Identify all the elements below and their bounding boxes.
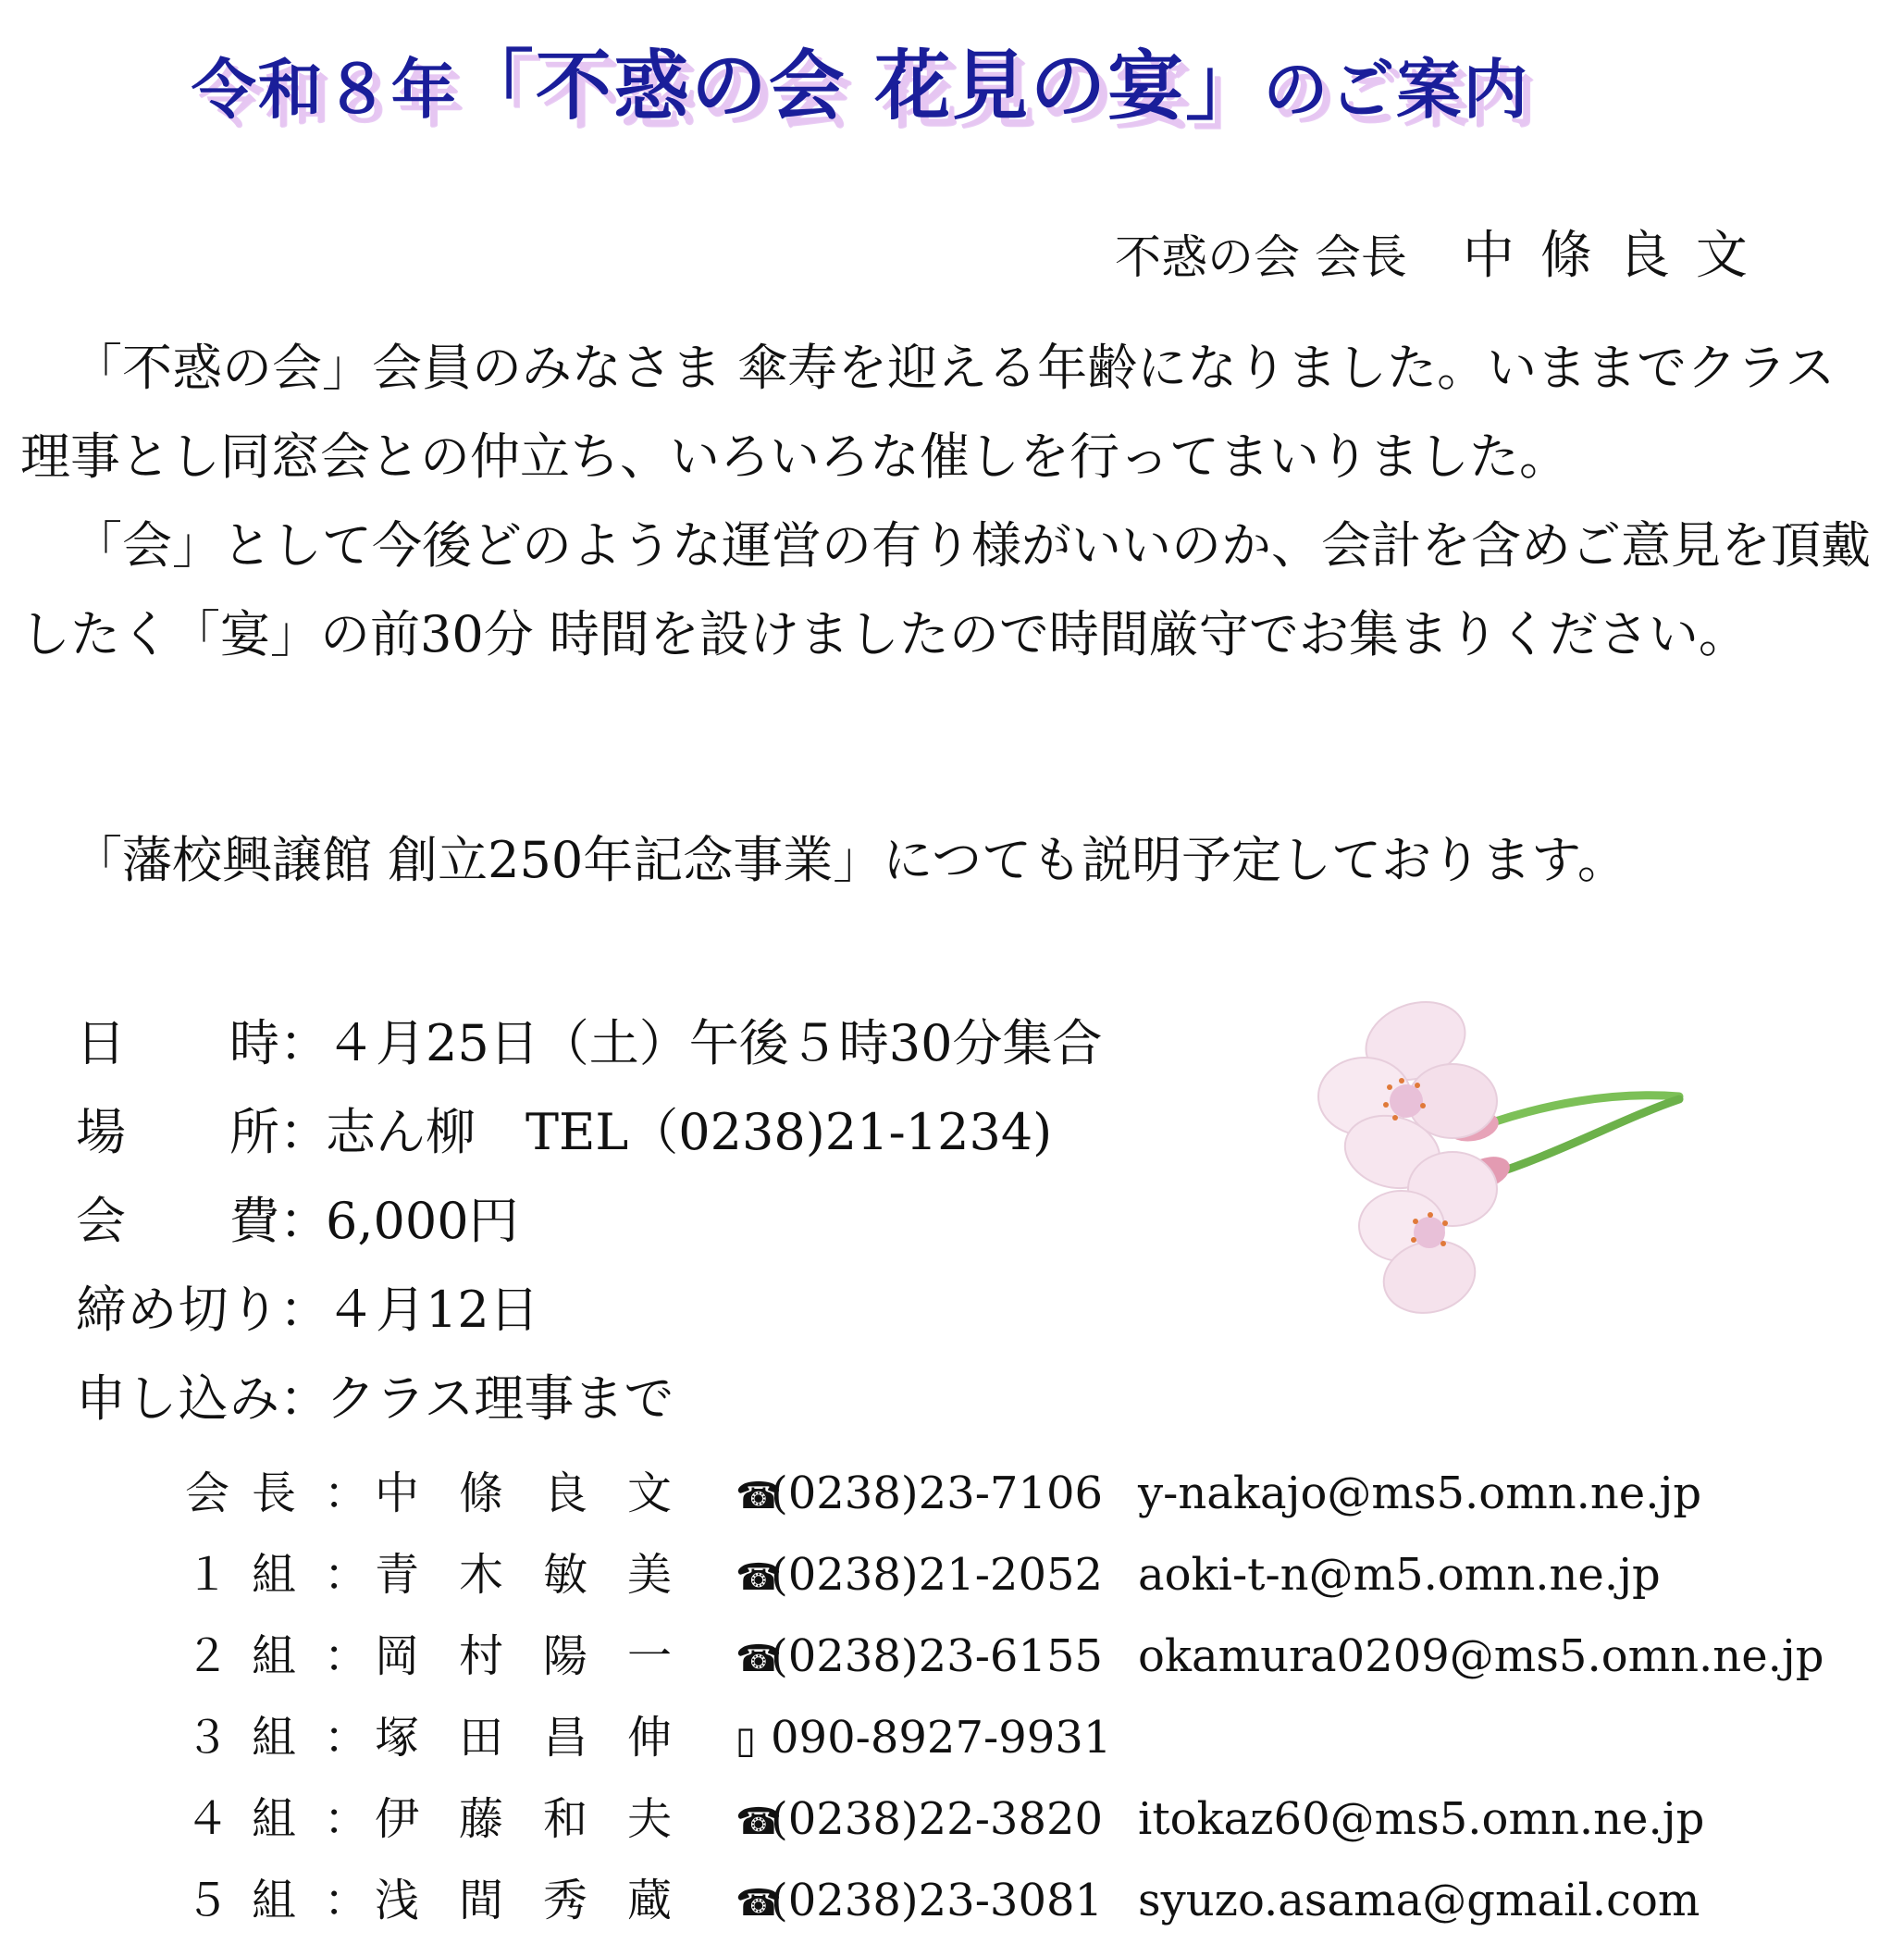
contact-separator: ： <box>324 1712 369 1764</box>
detail-value: ４月12日 <box>326 1281 539 1339</box>
phone-icon: ☎ <box>736 1475 782 1517</box>
contact-phone-number: (0238)23-6155 <box>771 1630 1104 1682</box>
detail-separator: ： <box>279 1103 329 1161</box>
detail-label: 日時 <box>76 1014 279 1072</box>
contact-phone-number: 090-8927-9931 <box>771 1712 1112 1764</box>
mobile-phone-icon: ▯ <box>736 1719 757 1762</box>
contact-email[interactable]: syuzo.asama@gmail.com <box>1138 1875 1700 1926</box>
detail-value: クラス理事まで <box>326 1369 674 1428</box>
contact-group: １組 <box>185 1549 296 1601</box>
contact-phone <box>736 1616 1103 1700</box>
contact-name: 浅間秀蔵 <box>375 1875 675 1926</box>
contact-group: ４組 <box>185 1793 296 1845</box>
contact-phone-number: (0238)21-2052 <box>771 1549 1104 1601</box>
contact-name: 岡村陽一 <box>375 1630 675 1682</box>
detail-row-venue <box>76 1088 1102 1177</box>
phone-icon: ☎ <box>736 1801 782 1843</box>
cherry-blossom-illustration <box>1314 990 1702 1323</box>
contact-email[interactable]: okamura0209@ms5.omn.ne.jp <box>1138 1630 1824 1682</box>
contact-phone <box>736 1453 1103 1537</box>
paragraph-anniversary: 「藩校興譲館 創立250年記念事業」につても説明予定しております。 <box>72 831 1627 889</box>
title-prefix: 令和８年 <box>191 52 458 128</box>
detail-separator: ： <box>279 1192 329 1250</box>
contact-phone <box>736 1534 1103 1618</box>
sender-name: 中條良文 <box>1462 226 1774 286</box>
detail-row-datetime <box>76 999 1102 1088</box>
contact-name: 中條良文 <box>375 1467 675 1519</box>
contact-email[interactable]: itokaz60@ms5.omn.ne.jp <box>1138 1793 1705 1845</box>
detail-label: 場所 <box>76 1103 279 1161</box>
contact-name: 青木敏美 <box>375 1549 675 1601</box>
detail-separator: ： <box>279 1369 329 1428</box>
detail-label: 締め切り <box>76 1281 279 1339</box>
page-title <box>0 26 1721 134</box>
contact-phone-number: (0238)22-3820 <box>771 1793 1104 1845</box>
paragraph-meeting: 「会」として今後どのような運営の有り様がいいのか、会計を含めご意見を頂戴したく「宴」の前30分 時間を設けましたので時間厳守でお集まりください。 <box>20 516 1871 663</box>
event-details <box>76 999 1102 1443</box>
contact-email[interactable]: aoki-t-n@m5.omn.ne.jp <box>1138 1549 1661 1601</box>
detail-row-application <box>76 1355 1102 1443</box>
contact-phone <box>736 1697 1111 1781</box>
detail-label: 会費 <box>76 1192 279 1250</box>
detail-row-fee <box>76 1177 1102 1266</box>
detail-value: 志ん柳 TEL（0238)21-1234) <box>326 1103 1053 1161</box>
contact-name: 塚田昌伸 <box>375 1712 675 1764</box>
contact-group: ２組 <box>185 1630 296 1682</box>
detail-row-deadline <box>76 1266 1102 1355</box>
contact-email[interactable]: y-nakajo@ms5.omn.ne.jp <box>1138 1467 1702 1519</box>
contact-phone-number: (0238)23-7106 <box>771 1467 1104 1519</box>
sender-role: 不惑の会 会長 <box>1115 230 1407 284</box>
phone-icon: ☎ <box>736 1882 782 1925</box>
detail-value: 6,000円 <box>326 1192 519 1250</box>
phone-icon: ☎ <box>736 1638 782 1680</box>
contact-separator: ： <box>324 1630 369 1682</box>
contact-phone <box>736 1860 1103 1944</box>
title-suffix: のご案内 <box>1263 52 1530 128</box>
detail-separator: ： <box>279 1014 329 1072</box>
contact-separator: ： <box>324 1549 369 1601</box>
sender-line <box>1115 215 1774 289</box>
contact-separator: ： <box>324 1875 369 1926</box>
paragraph-intro: 「不惑の会」会員のみなさま 傘寿を迎える年齢になりました。いままでクラス理事とし同窓会との仲立ち、いろいろな催しを行ってまいりました。 <box>20 339 1836 486</box>
contact-separator: ： <box>324 1467 369 1519</box>
contact-name: 伊藤和夫 <box>375 1793 675 1845</box>
detail-separator: ： <box>279 1281 329 1339</box>
phone-icon: ☎ <box>736 1556 782 1599</box>
contact-phone <box>736 1778 1103 1863</box>
detail-value: ４月25日（土）午後５時30分集合 <box>326 1014 1103 1072</box>
contact-group: ５組 <box>185 1875 296 1926</box>
contact-group: 会長 <box>185 1467 296 1519</box>
contact-group: ３組 <box>185 1712 296 1764</box>
contact-phone-number: (0238)23-3081 <box>771 1875 1104 1926</box>
title-main: 「不惑の会 花見の宴」 <box>457 43 1264 130</box>
contact-separator: ： <box>324 1793 369 1845</box>
detail-label: 申し込み <box>76 1369 279 1428</box>
